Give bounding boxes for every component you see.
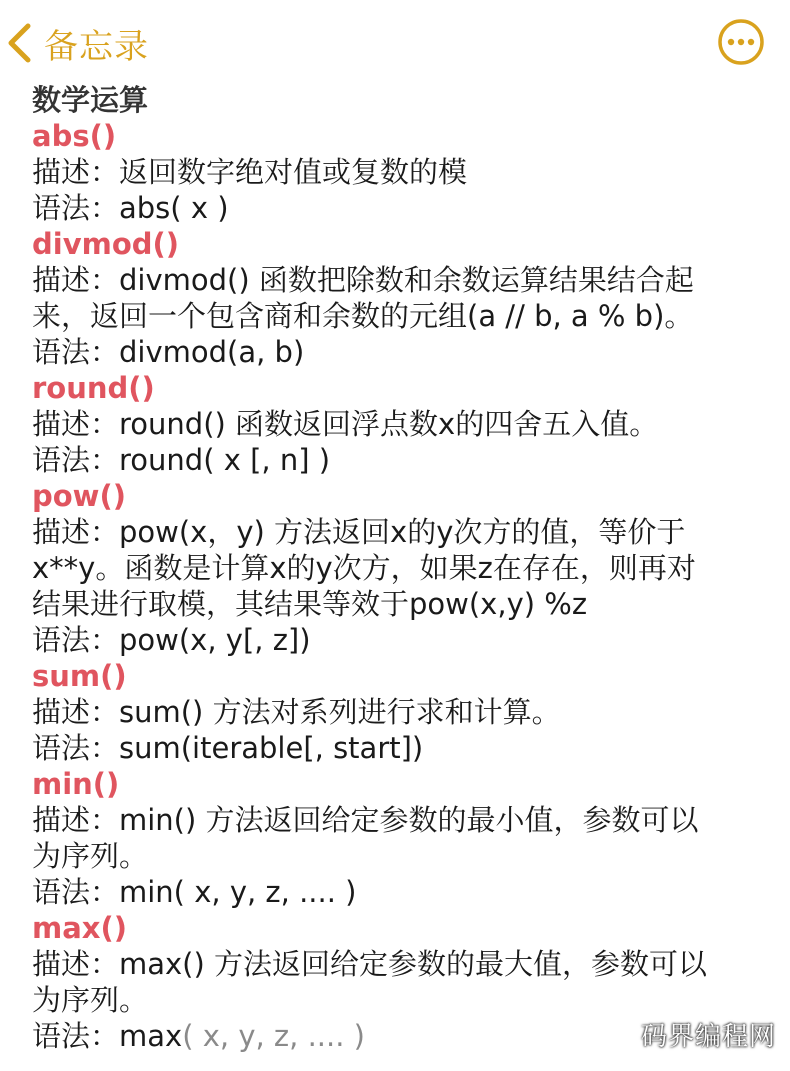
- function-description: x**y。函数是计算x的y次方，如果z在存在，则再对: [32, 551, 696, 585]
- function-name: pow(): [32, 479, 126, 513]
- function-syntax: 语法：abs( x ): [32, 191, 229, 225]
- function-description: 描述：pow(x，y) 方法返回x的y次方的值，等价于: [32, 515, 686, 549]
- back-label: 备忘录: [44, 26, 149, 67]
- function-syntax: 语法：max( x, y, z, .... ): [32, 1019, 365, 1053]
- function-description: 为序列。: [32, 983, 149, 1017]
- function-description: 为序列。: [32, 839, 149, 873]
- watermark: 码界编程网: [640, 1022, 776, 1052]
- function-entry-divmod: [32, 226, 772, 370]
- note-title: 数学运算: [32, 83, 149, 117]
- function-syntax: 语法：pow(x, y[, z]): [32, 623, 311, 657]
- function-name: abs(): [32, 119, 117, 153]
- function-name: min(): [32, 767, 120, 801]
- function-description: 描述：divmod() 函数把除数和余数运算结果结合起: [32, 263, 694, 297]
- function-name: sum(): [32, 659, 127, 693]
- function-entry-min: [32, 766, 772, 910]
- function-syntax: 语法：min( x, y, z, .... ): [32, 875, 357, 909]
- function-description: 描述：sum() 方法对系列进行求和计算。: [32, 695, 561, 729]
- more-options-button[interactable]: [717, 18, 765, 66]
- function-description: 描述：round() 函数返回浮点数x的四舍五入值。: [32, 407, 659, 441]
- function-entry-pow: [32, 478, 772, 658]
- function-name: max(): [32, 911, 128, 945]
- chevron-left-icon: [6, 22, 32, 64]
- function-description: 描述：返回数字绝对值或复数的模: [32, 155, 468, 189]
- function-description: 描述：min() 方法返回给定参数的最小值，参数可以: [32, 803, 699, 837]
- function-syntax: 语法：sum(iterable[, start]): [32, 731, 424, 765]
- function-syntax: 语法：divmod(a, b): [32, 335, 305, 369]
- function-entry-sum: [32, 658, 772, 766]
- function-name: divmod(): [32, 227, 180, 261]
- back-button[interactable]: [6, 18, 149, 68]
- function-description: 结果进行取模，其结果等效于pow(x,y) %z: [32, 587, 588, 621]
- navigation-bar: [0, 0, 790, 84]
- function-entry-abs: [32, 118, 772, 226]
- function-description: 来，返回一个包含商和余数的元组(a // b, a % b)。: [32, 299, 694, 333]
- note-body[interactable]: [32, 82, 772, 1054]
- more-horizontal-icon: [717, 18, 765, 66]
- function-description: 描述：max() 方法返回给定参数的最大值，参数可以: [32, 947, 708, 981]
- function-entry-round: [32, 370, 772, 478]
- function-syntax: 语法：round( x [, n] ): [32, 443, 331, 477]
- function-name: round(): [32, 371, 155, 405]
